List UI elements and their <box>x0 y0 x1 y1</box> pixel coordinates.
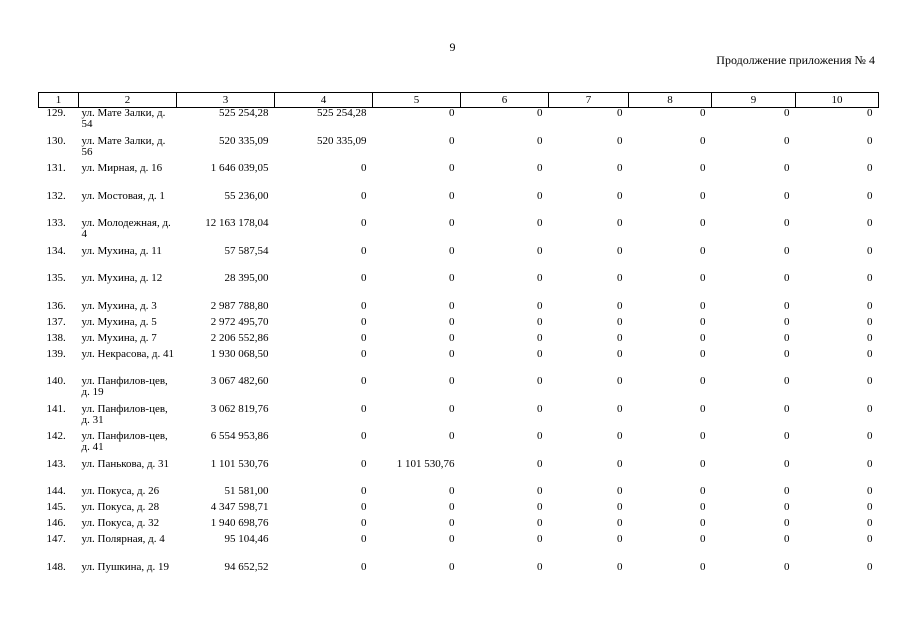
value-cell: 0 <box>617 430 623 442</box>
value-cell: 55 236,00 <box>224 189 269 202</box>
value-cell: 0 <box>700 272 706 284</box>
row-number: 142. <box>46 430 66 442</box>
row-number: 141. <box>46 402 66 415</box>
value-cell: 94 652,52 <box>224 560 269 573</box>
value-cell: 0 <box>700 430 706 442</box>
value-cell: 0 <box>784 501 790 513</box>
value-cell: 0 <box>617 107 623 119</box>
value-cell: 0 <box>537 485 543 497</box>
table-row <box>39 562 879 590</box>
row-number: 146. <box>46 517 66 529</box>
table-row <box>39 136 879 164</box>
row-number: 139. <box>46 347 66 360</box>
value-cell: 0 <box>700 217 706 229</box>
address-cell: ул. Мостовая, д. 1 <box>81 189 165 202</box>
appendix-continuation-title: Продолжение приложения № 4 <box>716 53 875 67</box>
value-cell: 0 <box>784 134 790 147</box>
value-cell: 520 335,09 <box>317 134 367 147</box>
value-cell: 0 <box>537 299 543 312</box>
column-header: 3 <box>177 93 275 108</box>
value-cell: 0 <box>784 402 790 415</box>
value-cell: 0 <box>617 272 623 284</box>
value-cell: 0 <box>784 217 790 229</box>
value-cell: 0 <box>700 244 706 257</box>
value-cell: 0 <box>784 457 790 470</box>
value-cell: 0 <box>784 347 790 360</box>
value-cell: 0 <box>700 375 706 387</box>
value-cell: 0 <box>449 162 455 174</box>
value-cell: 0 <box>361 272 367 284</box>
address-cell: ул. Покуса, д. 28 <box>81 501 160 513</box>
address-cell: ул. Панькова, д. 31 <box>81 457 170 470</box>
row-number: 144. <box>46 485 66 497</box>
data-table <box>38 92 879 589</box>
value-cell: 1 930 068,50 <box>210 347 269 360</box>
value-cell: 0 <box>784 162 790 174</box>
value-cell: 0 <box>700 560 706 573</box>
value-cell: 0 <box>784 315 790 328</box>
row-number: 129. <box>46 107 66 119</box>
value-cell: 0 <box>867 347 873 360</box>
value-cell: 0 <box>361 315 367 328</box>
page-number: 9 <box>449 40 456 54</box>
address-cell: ул. Мате Залки, д. 56 <box>81 134 166 158</box>
value-cell: 0 <box>867 331 873 344</box>
row-number: 138. <box>46 331 66 344</box>
value-cell: 4 347 598,71 <box>210 501 269 513</box>
value-cell: 520 335,09 <box>219 134 269 147</box>
value-cell: 2 972 495,70 <box>210 315 269 328</box>
value-cell: 0 <box>700 501 706 513</box>
value-cell: 0 <box>617 517 623 529</box>
value-cell: 0 <box>537 517 543 529</box>
value-cell: 0 <box>784 244 790 257</box>
value-cell: 0 <box>361 217 367 229</box>
value-cell: 0 <box>361 244 367 257</box>
value-cell: 1 101 530,76 <box>396 457 455 470</box>
value-cell: 1 940 698,76 <box>210 517 269 529</box>
value-cell: 0 <box>449 217 455 229</box>
value-cell: 0 <box>449 560 455 573</box>
value-cell: 0 <box>449 299 455 312</box>
address-cell: ул. Мухина, д. 3 <box>81 299 157 312</box>
value-cell: 0 <box>867 430 873 442</box>
address-cell: ул. Мухина, д. 7 <box>81 331 157 344</box>
row-number: 140. <box>46 375 66 387</box>
value-cell: 0 <box>617 189 623 202</box>
header-row <box>39 93 879 108</box>
value-cell: 0 <box>449 430 455 442</box>
address-cell: ул. Покуса, д. 26 <box>81 485 160 497</box>
value-cell: 0 <box>537 347 543 360</box>
value-cell: 0 <box>537 315 543 328</box>
value-cell: 0 <box>617 402 623 415</box>
value-cell: 95 104,46 <box>224 533 269 545</box>
row-number: 134. <box>46 244 66 257</box>
address-cell: ул. Молодежная, д. 4 <box>81 217 171 240</box>
value-cell: 0 <box>449 244 455 257</box>
table-row <box>39 333 879 349</box>
column-header: 10 <box>796 93 879 108</box>
column-header: 6 <box>461 93 549 108</box>
table-row <box>39 273 879 301</box>
value-cell: 0 <box>617 315 623 328</box>
value-cell: 12 163 178,04 <box>205 217 269 229</box>
row-number: 137. <box>46 315 66 328</box>
table-row <box>39 191 879 219</box>
table-row <box>39 376 879 404</box>
value-cell: 0 <box>700 347 706 360</box>
value-cell: 0 <box>617 533 623 545</box>
value-cell: 0 <box>617 217 623 229</box>
address-cell: ул. Панфилов-цев, д. 41 <box>81 430 168 453</box>
value-cell: 0 <box>700 162 706 174</box>
row-number: 130. <box>46 134 66 147</box>
column-header: 8 <box>629 93 712 108</box>
value-cell: 6 554 953,86 <box>210 430 269 442</box>
table-body <box>39 108 879 590</box>
value-cell: 0 <box>537 402 543 415</box>
value-cell: 0 <box>361 331 367 344</box>
address-cell: ул. Панфилов-цев, д. 31 <box>81 402 168 426</box>
value-cell: 0 <box>700 315 706 328</box>
value-cell: 0 <box>617 375 623 387</box>
value-cell: 0 <box>700 107 706 119</box>
value-cell: 0 <box>867 533 873 545</box>
value-cell: 0 <box>867 107 873 119</box>
table-row <box>39 349 879 377</box>
value-cell: 0 <box>361 402 367 415</box>
table-row <box>39 459 879 487</box>
value-cell: 0 <box>537 457 543 470</box>
row-number: 131. <box>46 162 66 174</box>
address-cell: ул. Мухина, д. 11 <box>81 244 162 257</box>
value-cell: 0 <box>867 189 873 202</box>
table-row <box>39 317 879 333</box>
value-cell: 0 <box>537 375 543 387</box>
row-number: 133. <box>46 217 66 229</box>
table-row <box>39 218 879 246</box>
value-cell: 0 <box>361 299 367 312</box>
row-number: 148. <box>46 560 66 573</box>
value-cell: 0 <box>537 134 543 147</box>
value-cell: 3 062 819,76 <box>210 402 269 415</box>
value-cell: 0 <box>617 299 623 312</box>
value-cell: 0 <box>784 189 790 202</box>
address-cell: ул. Мухина, д. 5 <box>81 315 157 328</box>
value-cell: 0 <box>449 347 455 360</box>
value-cell: 0 <box>537 560 543 573</box>
table-row <box>39 246 879 274</box>
table-row <box>39 163 879 191</box>
value-cell: 0 <box>867 134 873 147</box>
value-cell: 0 <box>784 485 790 497</box>
table-row <box>39 534 879 562</box>
value-cell: 0 <box>537 430 543 442</box>
value-cell: 0 <box>361 533 367 545</box>
value-cell: 0 <box>361 501 367 513</box>
value-cell: 0 <box>449 501 455 513</box>
value-cell: 0 <box>867 501 873 513</box>
value-cell: 0 <box>700 533 706 545</box>
value-cell: 1 101 530,76 <box>210 457 269 470</box>
value-cell: 0 <box>537 331 543 344</box>
address-cell: ул. Некрасова, д. 41 <box>81 347 174 360</box>
value-cell: 0 <box>449 134 455 147</box>
address-cell: ул. Мате Залки, д. 54 <box>81 107 166 130</box>
column-header: 4 <box>275 93 373 108</box>
value-cell: 0 <box>449 533 455 545</box>
table-row <box>39 518 879 534</box>
value-cell: 0 <box>537 217 543 229</box>
value-cell: 0 <box>867 315 873 328</box>
value-cell: 0 <box>537 533 543 545</box>
row-number: 132. <box>46 189 66 202</box>
value-cell: 0 <box>449 315 455 328</box>
value-cell: 0 <box>867 272 873 284</box>
address-cell: ул. Покуса, д. 32 <box>81 517 160 529</box>
table-row <box>39 404 879 432</box>
value-cell: 57 587,54 <box>224 244 269 257</box>
address-cell: ул. Панфилов-цев, д. 19 <box>81 375 168 398</box>
value-cell: 0 <box>700 517 706 529</box>
value-cell: 0 <box>617 501 623 513</box>
value-cell: 0 <box>784 331 790 344</box>
value-cell: 0 <box>617 347 623 360</box>
value-cell: 0 <box>867 457 873 470</box>
value-cell: 0 <box>867 560 873 573</box>
value-cell: 0 <box>361 457 367 470</box>
value-cell: 0 <box>867 162 873 174</box>
value-cell: 0 <box>784 533 790 545</box>
value-cell: 0 <box>784 107 790 119</box>
value-cell: 0 <box>867 485 873 497</box>
value-cell: 0 <box>784 299 790 312</box>
value-cell: 2 206 552,86 <box>210 331 269 344</box>
value-cell: 0 <box>537 244 543 257</box>
value-cell: 525 254,28 <box>317 107 367 119</box>
table-row <box>39 108 879 136</box>
column-header: 5 <box>373 93 461 108</box>
table-row <box>39 431 879 459</box>
table-row <box>39 301 879 317</box>
value-cell: 0 <box>700 189 706 202</box>
value-cell: 0 <box>449 402 455 415</box>
value-cell: 0 <box>784 272 790 284</box>
value-cell: 0 <box>449 517 455 529</box>
value-cell: 0 <box>449 189 455 202</box>
table-row <box>39 502 879 518</box>
row-number: 145. <box>46 501 66 513</box>
value-cell: 0 <box>617 457 623 470</box>
value-cell: 0 <box>361 347 367 360</box>
value-cell: 0 <box>700 299 706 312</box>
value-cell: 0 <box>449 485 455 497</box>
value-cell: 0 <box>449 331 455 344</box>
value-cell: 0 <box>867 517 873 529</box>
value-cell: 0 <box>867 244 873 257</box>
value-cell: 0 <box>617 485 623 497</box>
value-cell: 0 <box>537 501 543 513</box>
value-cell: 525 254,28 <box>219 107 269 119</box>
address-cell: ул. Полярная, д. 4 <box>81 533 165 545</box>
value-cell: 0 <box>867 299 873 312</box>
column-header: 7 <box>549 93 629 108</box>
value-cell: 0 <box>361 560 367 573</box>
value-cell: 0 <box>700 331 706 344</box>
value-cell: 0 <box>361 517 367 529</box>
value-cell: 0 <box>361 485 367 497</box>
value-cell: 0 <box>700 402 706 415</box>
value-cell: 0 <box>700 485 706 497</box>
value-cell: 0 <box>784 560 790 573</box>
column-header: 2 <box>79 93 177 108</box>
value-cell: 0 <box>617 331 623 344</box>
value-cell: 0 <box>537 162 543 174</box>
value-cell: 0 <box>784 430 790 442</box>
row-number: 143. <box>46 457 66 470</box>
value-cell: 0 <box>537 189 543 202</box>
value-cell: 0 <box>617 134 623 147</box>
value-cell: 0 <box>537 272 543 284</box>
value-cell: 0 <box>700 457 706 470</box>
value-cell: 28 395,00 <box>224 272 269 284</box>
column-header: 1 <box>39 93 79 108</box>
value-cell: 3 067 482,60 <box>210 375 269 387</box>
row-number: 136. <box>46 299 66 312</box>
value-cell: 0 <box>867 402 873 415</box>
address-cell: ул. Мирная, д. 16 <box>81 162 163 174</box>
value-cell: 0 <box>361 375 367 387</box>
value-cell: 0 <box>700 134 706 147</box>
value-cell: 0 <box>784 375 790 387</box>
column-header: 9 <box>712 93 796 108</box>
address-cell: ул. Мухина, д. 12 <box>81 272 163 284</box>
value-cell: 0 <box>361 162 367 174</box>
value-cell: 0 <box>537 107 543 119</box>
row-number: 147. <box>46 533 66 545</box>
value-cell: 0 <box>361 430 367 442</box>
value-cell: 0 <box>449 375 455 387</box>
address-cell: ул. Пушкина, д. 19 <box>81 560 170 573</box>
value-cell: 2 987 788,80 <box>210 299 269 312</box>
value-cell: 0 <box>867 375 873 387</box>
value-cell: 51 581,00 <box>224 485 269 497</box>
value-cell: 0 <box>867 217 873 229</box>
row-number: 135. <box>46 272 66 284</box>
value-cell: 0 <box>617 244 623 257</box>
table-row <box>39 486 879 502</box>
value-cell: 0 <box>617 162 623 174</box>
value-cell: 1 646 039,05 <box>210 162 269 174</box>
value-cell: 0 <box>361 189 367 202</box>
value-cell: 0 <box>449 107 455 119</box>
value-cell: 0 <box>617 560 623 573</box>
value-cell: 0 <box>784 517 790 529</box>
value-cell: 0 <box>449 272 455 284</box>
